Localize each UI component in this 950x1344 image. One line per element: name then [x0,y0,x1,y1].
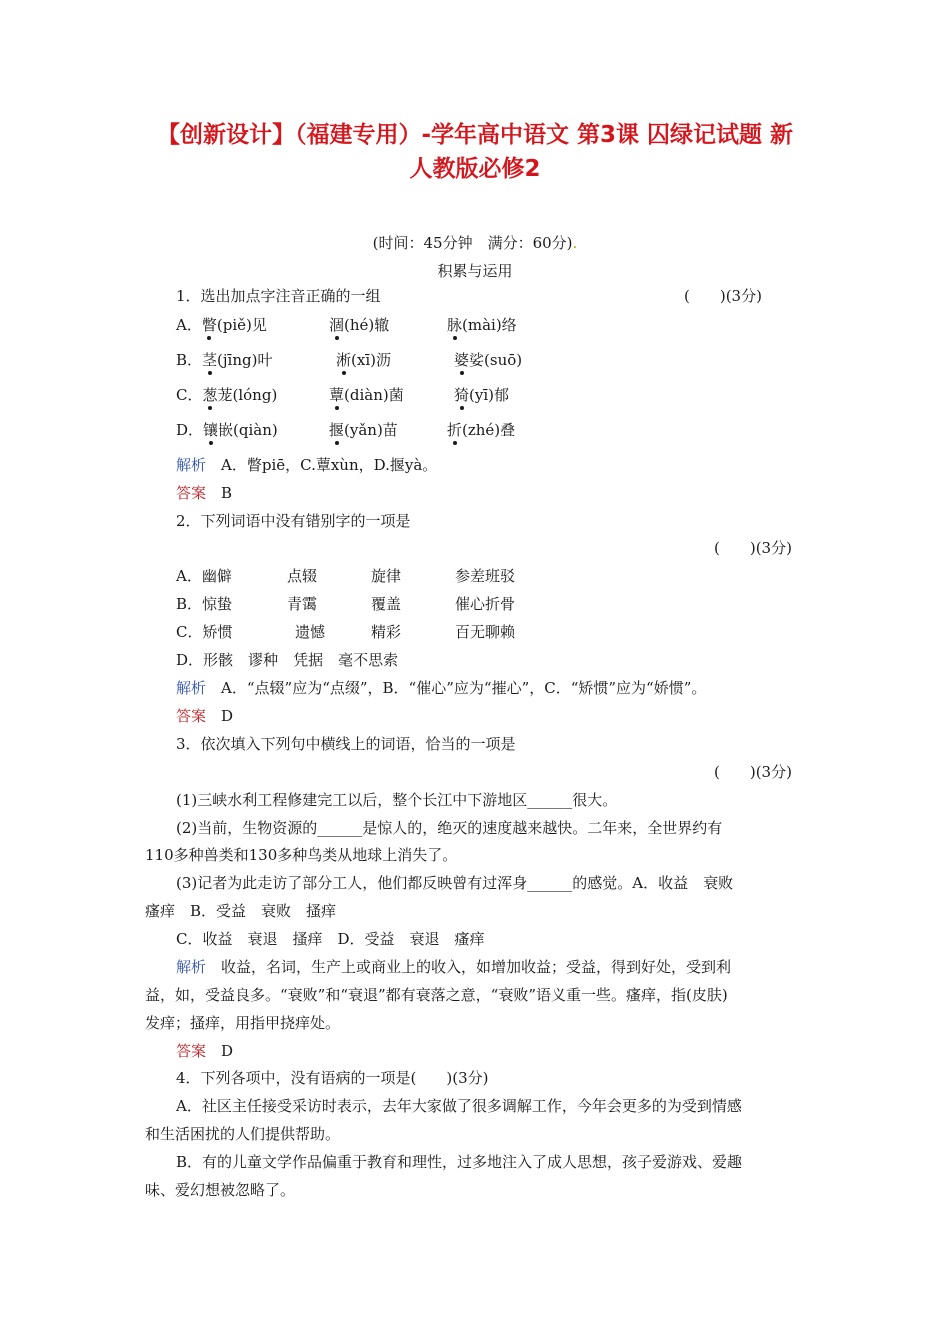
q1-option-c-word3: 猗(yī)郁 [454,386,509,404]
q2-answer: 答案 D [176,707,234,725]
q3-stem: 3．依次填入下列句中横线上的词语，恰当的一项是 [176,735,516,753]
q1-analysis: 解析 A．瞥piē，C.蕈xùn，D.揠yà。 [176,456,438,474]
q2-option-c-word2: 遗憾 [295,623,326,641]
q3-sentence-3-line2: 瘙痒 B．受益 衰败 搔痒 [145,902,337,920]
q1-option-b: B．茎(jīng)叶 [176,351,273,369]
q1-option-a: A．瞥(piě)见 [176,316,267,334]
q2-option-c-word1: C．矫惯 [176,623,233,641]
q3-sentence-3-line1: (3)记者为此走访了部分工人，他们都反映曾有过浑身______的感觉。A．收益 衰败 [176,874,734,892]
q2-option-d: D．形骸 谬种 凭据 毫不思索 [176,651,399,669]
q1-option-d: D．镶嵌(qiàn) [176,421,278,439]
q3-analysis-line2: 益，如，受益良多。“衰败”和“衰退”都有衰落之意，“衰败”语义重一些。瘙痒，指(皮肤) [145,986,728,1004]
q1-answer: 答案 B [176,484,233,502]
q2-stem: 2．下列词语中没有错别字的一项是 [176,512,411,530]
q4-option-a-line2: 和生活困扰的人们提供帮助。 [145,1125,341,1143]
q2-option-c-word4: 百无聊赖 [455,623,516,641]
q1-option-d-word3: 折(zhé)叠 [447,421,516,439]
q1-option-d-word2: 揠(yǎn)苗 [329,421,398,439]
q2-option-a-word1: A．幽僻 [176,567,232,585]
q2-score: ( )(3分) [714,539,792,557]
q2-option-a-word4: 参差班驳 [455,567,516,585]
q1-stem: 1．选出加点字注音正确的一组 [176,287,381,305]
q1-option-b-word3: 婆娑(suō) [454,351,523,369]
section-title: 积累与运用 [437,262,513,280]
time-info: (时间：45分钟 满分：60分). [372,234,578,252]
q2-analysis: 解析 A．“点辍”应为“点缀”，B．“催心”应为“摧心”，C．“矫惯”应为“娇惯”。 [176,679,707,697]
q4-option-b-line2: 味、爱幻想被忽略了。 [145,1181,296,1199]
q4-stem: 4．下列各项中，没有语病的一项是( )(3分) [176,1069,489,1087]
q2-option-b-word2: 青霭 [287,595,318,613]
q2-option-b-word4: 催心折骨 [455,595,516,613]
q3-sentence-1: (1)三峡水利工程修建完工以后，整个长江中下游地区______很大。 [176,791,618,809]
q1-option-b-word2: 淅(xī)沥 [336,351,391,369]
q2-option-a-word3: 旋律 [371,567,402,585]
q3-analysis-line3: 发痒；搔痒，用指甲挠痒处。 [145,1014,341,1032]
q1-option-a-word3: 脉(mài)络 [447,316,517,334]
q1-option-c: C．葱茏(lóng) [176,386,278,404]
q3-sentence-2-line1: (2)当前，生物资源的______是惊人的，绝灭的速度越来越快。二年来，全世界约有 [176,819,723,837]
title-line-2: 人教版必修2 [409,156,541,182]
q3-score: ( )(3分) [714,763,792,781]
q4-option-b-line1: B．有的儿童文学作品偏重于教育和理性，过多地注入了成人思想，孩子爱游戏、爱趣 [176,1153,743,1171]
q4-option-a-line1: A．社区主任接受采访时表示，去年大家做了很多调解工作，今年会更多的为受到情感 [176,1097,742,1115]
q2-option-c-word3: 精彩 [371,623,402,641]
q2-option-b-word3: 覆盖 [371,595,402,613]
document-title [100,118,850,186]
q1-option-c-word2: 蕈(diàn)菌 [329,386,404,404]
title-line-1: 【创新设计】（福建专用）-学年高中语文 第3课 囚绿记试题 新 [156,122,794,148]
q3-options-line: C．收益 衰退 搔痒 D．受益 衰退 瘙痒 [176,930,485,948]
q1-option-a-word2: 涸(hé)辙 [329,316,390,334]
q3-sentence-2-line2: 110多种兽类和130多种鸟类从地球上消失了。 [145,846,458,864]
q3-analysis-line1: 解析 收益，名词，生产上或商业上的收入，如增加收益；受益，得到好处，受到利 [176,958,732,976]
q3-answer: 答案 D [176,1042,234,1060]
q2-option-a-word2: 点辍 [287,567,318,585]
q2-option-b-word1: B．惊蛰 [176,595,233,613]
q1-score: ( )(3分) [684,287,762,305]
